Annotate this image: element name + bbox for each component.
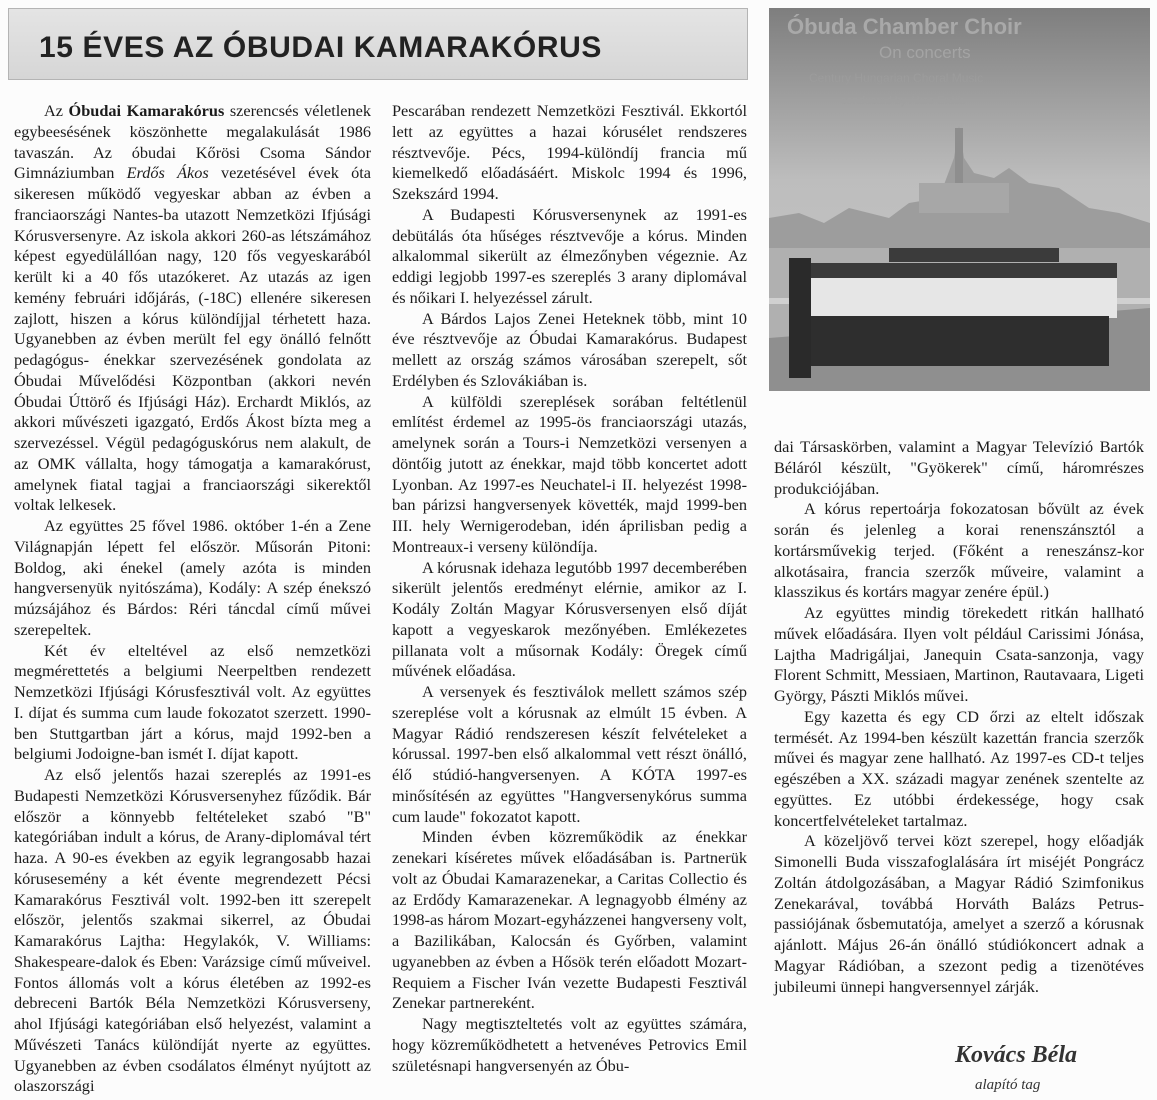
paragraph: Nagy megtiszteltetés volt az együttes számára, hogy közreműködhetett a hetvenéves Petrovics Emil születésnapi hangversenyén az Óbu- bbox=[392, 1014, 747, 1075]
paragraph: A versenyek és fesztiválok mellett számos szép szereplése volt a kórusnak az elmúlt 15 évben. A Magyar Rádió rendszeresen készít felvételeket a kórussal. 1997-ben első alkalommal vett részt önálló, élő stúdió-hangversenyen. A KÓTA 1997-es minősítésén az együttes "Hangversenykórus summa cum laude" fokozatot kapott. bbox=[392, 682, 747, 826]
author-role: alapító tag bbox=[975, 1077, 1041, 1093]
choir-photo bbox=[769, 8, 1150, 391]
text-run: Az bbox=[44, 101, 69, 120]
paragraph: Pescarában rendezett Nemzetközi Fesztivál. Ekkortól lett az együttes a hazai kórusélet rendszeres résztvevője. Pécs, 1994-különdíj francia mű kiemelkedő előadásáért. Miskolc 1994 és 1996, Szekszárd 1994. bbox=[392, 101, 747, 203]
choir-photo-illustration bbox=[769, 8, 1150, 391]
paragraph: Két év elteltével az első nemzetközi megmérettetés a belgiumi Neerpeltben rendezett Nemzetközi Ifjúsági Kórusfesztivál volt. Az együttes I. díjat és summa cum laude fokozatot szerzett. 1990-ben Stuttgartban járt a kórus, majd 1992-ben a belgiumi Jodoigne-ban ismét I. díjat kapott. bbox=[14, 640, 371, 764]
paragraph: Egy kazetta és egy CD őrzi az eltelt időszak termését. Az 1994-ben készült kazettán francia szerzők művei és magyar zene hallható. Az 1997-es CD-t teljes egészében a XX. századi magyar zenének szentelte az együttes. Ez utóbbi érdekessége, hogy csak koncertfelvételeket tartalmaz. bbox=[774, 706, 1144, 830]
paragraph bbox=[14, 101, 371, 516]
column-1 bbox=[14, 101, 371, 1097]
cover-title: Óbuda Chamber Choir bbox=[787, 14, 1022, 39]
paragraph: A Budapesti Kórusversenynek az 1991-es debütálás óta hűséges résztvevője a kórus. Minden alkalommal sikerült az élmezőnyben végeznie. Az eddigi legjobb 1997-es szereplés 3 arany diplomával és nőikari I. helyezéssel zárult. bbox=[392, 204, 747, 307]
paragraph: A Bárdos Lajos Zenei Heteknek több, mint 10 éve résztvevője az Óbudai Kamarakórus. Budapest mellett az ország számos városában szerepelt, sőt Erdélyben és Szlovákiában is. bbox=[392, 308, 747, 390]
column-3 bbox=[774, 437, 1144, 997]
paragraph: Az együttes 25 fővel 1986. október 1-én a Zene Világnapján lépett fel először. Műsorán Pitoni: Boldog, aki énekel (amely azóta is minden hangversenyük nyitószáma), Kodály: A szép énekszó múzsájához és Bárdos: Réri táncdal című művei szerepeltek. bbox=[14, 516, 371, 639]
paragraph: Az első jelentős hazai szereplés az 1991-es Budapesti Nemzetközi Kórusversenyhez fűződik. Bár először a könnyebb feltételeket szabó "B" kategóriában indult a kórus, de Arany-diplomával tért haza. A 90-es években az egyik legrangosabb hazai kórusesemény a két évente megrendezett Pécsi Kamarakórus Fesztivál volt. 1992-ben itt szerepelt először, jelentős szakmai sikerrel, az Óbudai Kamarakórus Lajtha: Hegylakók, V. Williams: Shakespeare-dalok és Eben: Varázsige című műveivel. Fontos állomás volt a kórus életében az 1992-es debreceni Bartók Béla Nemzetközi Kórusverseny, ahol Ifjúsági kategóriában első helyezést, valamint a Művészeti Tanács különdíját nyerte az együttes. Ugyanebben az évben csodálatos élményt nyújtott az olaszországi bbox=[14, 765, 371, 1096]
conductor-name: Erdős Ákos bbox=[126, 163, 209, 183]
title-banner bbox=[8, 8, 748, 80]
paragraph: Az együttes mindig törekedett ritkán hallható művek előadására. Ilyen volt például Carissimi Jónása, Lajtha Madrigáljai, Janequin Csata-sanzonja, vagy Florent Schmitt, Messiaen, Martinon, Rautavaara, Ligeti György, Pászti Miklós művei. bbox=[774, 603, 1144, 705]
article-title: 15 ÉVES AZ ÓBUDAI KAMARAKÓRUS bbox=[39, 31, 603, 64]
column-2 bbox=[392, 101, 747, 1076]
author-signature: Kovács Béla bbox=[955, 1042, 1077, 1068]
paragraph: A közeljövő tervei közt szerepel, hogy előadják Simonelli Buda visszafoglalására írt miséjét Pongrácz Zoltán átdolgozásában, a Magyar Rádió Szimfonikus Zenekarával, továbbá Horváth Balázs Petrus-passiójának ősbemutatója, amelyet a szerző a kórusnak ajánlott. Május 26-án önálló stúdiókoncert adnak a Magyar Rádióban, a szezont pedig a tizenötéves jubileumi ünnepi hangversennyel zárják. bbox=[774, 831, 1144, 996]
choir-name: Óbudai Kamarakórus bbox=[68, 101, 225, 120]
paragraph: A kórusnak idehaza legutóbb 1997 decemberében sikerült jelentős eredményt elérnie, amikor az I. Kodály Zoltán Magyar Kórusversenyen első díját kapott a vegyeskarok mezőnyében. Emlékezetes pillanata volt a műsornak Kodály: Öregek című művének előadása. bbox=[392, 557, 747, 681]
paragraph: Minden évben közreműködik az énekkar zenekari kíséretes művek előadásában is. Partnerük volt az Óbudai Kamarazenekar, a Caritas Collectio és az Erdődy Kamarazenekar. A legnagyobb élmény az 1998-as három Mozart-egyházzenei hangverseny volt, a Bazilikában, Kalocsán és Győrben, valamint ugyanebben az évben a Hősök terén előadott Mozart-Requiem a Fischer Iván vezette Budapesti Fesztivál Zenekar partnereként. bbox=[392, 827, 747, 1013]
paragraph: A külföldi szereplések sorában feltétlenül említést érdemel az 1995-ös franciaországi utazás, amelynek során a Tours-i Nemzetközi versenyen a döntőig jutott az énekkar, majd több koncertet adott Lyonban. Az 1997-es Neuchatel-i II. helyezést 1998-ban párizsi hangversenyek követték, majd 1999-ben III. hely Wernigerodeban, idén áprilisban pedig a Montreaux-i verseny különdíja. bbox=[392, 391, 747, 556]
paragraph: dai Társaskörben, valamint a Magyar Televízió Bartók Béláról készült, "Gyökerek" című, háromrészes produkciójában. bbox=[774, 437, 1144, 498]
paragraph: A kórus repertoárja fokozatosan bővült az évek során és jelenleg a korai renenszánsztól a kortársművekig terjed. (Főként a reneszánsz-kor alkotásaira, francia szerzők műveire, valamint a klasszikus és kortárs magyar zenére épül.) bbox=[774, 499, 1144, 602]
cover-subtitle-2: Century Hungarian Choral Music bbox=[809, 71, 984, 85]
cover-conductor: conducted by Ákos Erdős bbox=[841, 95, 966, 107]
text-run: szerencsés véletlenek egybeesésének köszönhette megalakulását 1986 tavaszán. Az óbudai Kőrösi Csoma Sándor Gimnáziumban bbox=[14, 101, 371, 183]
cover-subtitle: On concerts bbox=[879, 43, 971, 62]
text-run: vezetésével évek óta sikeresen működő vegyeskar abban az évben a franciaországi Nantes-ba utazott Nemzetközi Ifjúsági Kórusversenyre. Az iskola akkori 260-as létszámához képest egyedülállóan nagy, 120 fős vegyeskarából került ki a 40 fős utazókeret. Az utazás az igen kemény februári időjárás, (-18C) ellenére sikeresen zajlott, hiszen a kórus különdíjjal térhetett haza. Ugyanebben az évben merült fel egy önálló felnőtt pedagógus- énekkar szervezésének gondolata az Óbudai Művelődési Központban (akkori nevén Óbudai Úttörő és Ifjúsági Ház). Erchardt Miklós, az akkori művészeti igazgató, Erdős Ákost bízta meg a szervezéssel. Végül pedagóguskórus nem alakult, de az OMK vállalta, hogy támogatja a kamarakórust, amelynek fiatal tagjai a franciaországi sikerektől voltak lelkesek. bbox=[14, 163, 372, 515]
